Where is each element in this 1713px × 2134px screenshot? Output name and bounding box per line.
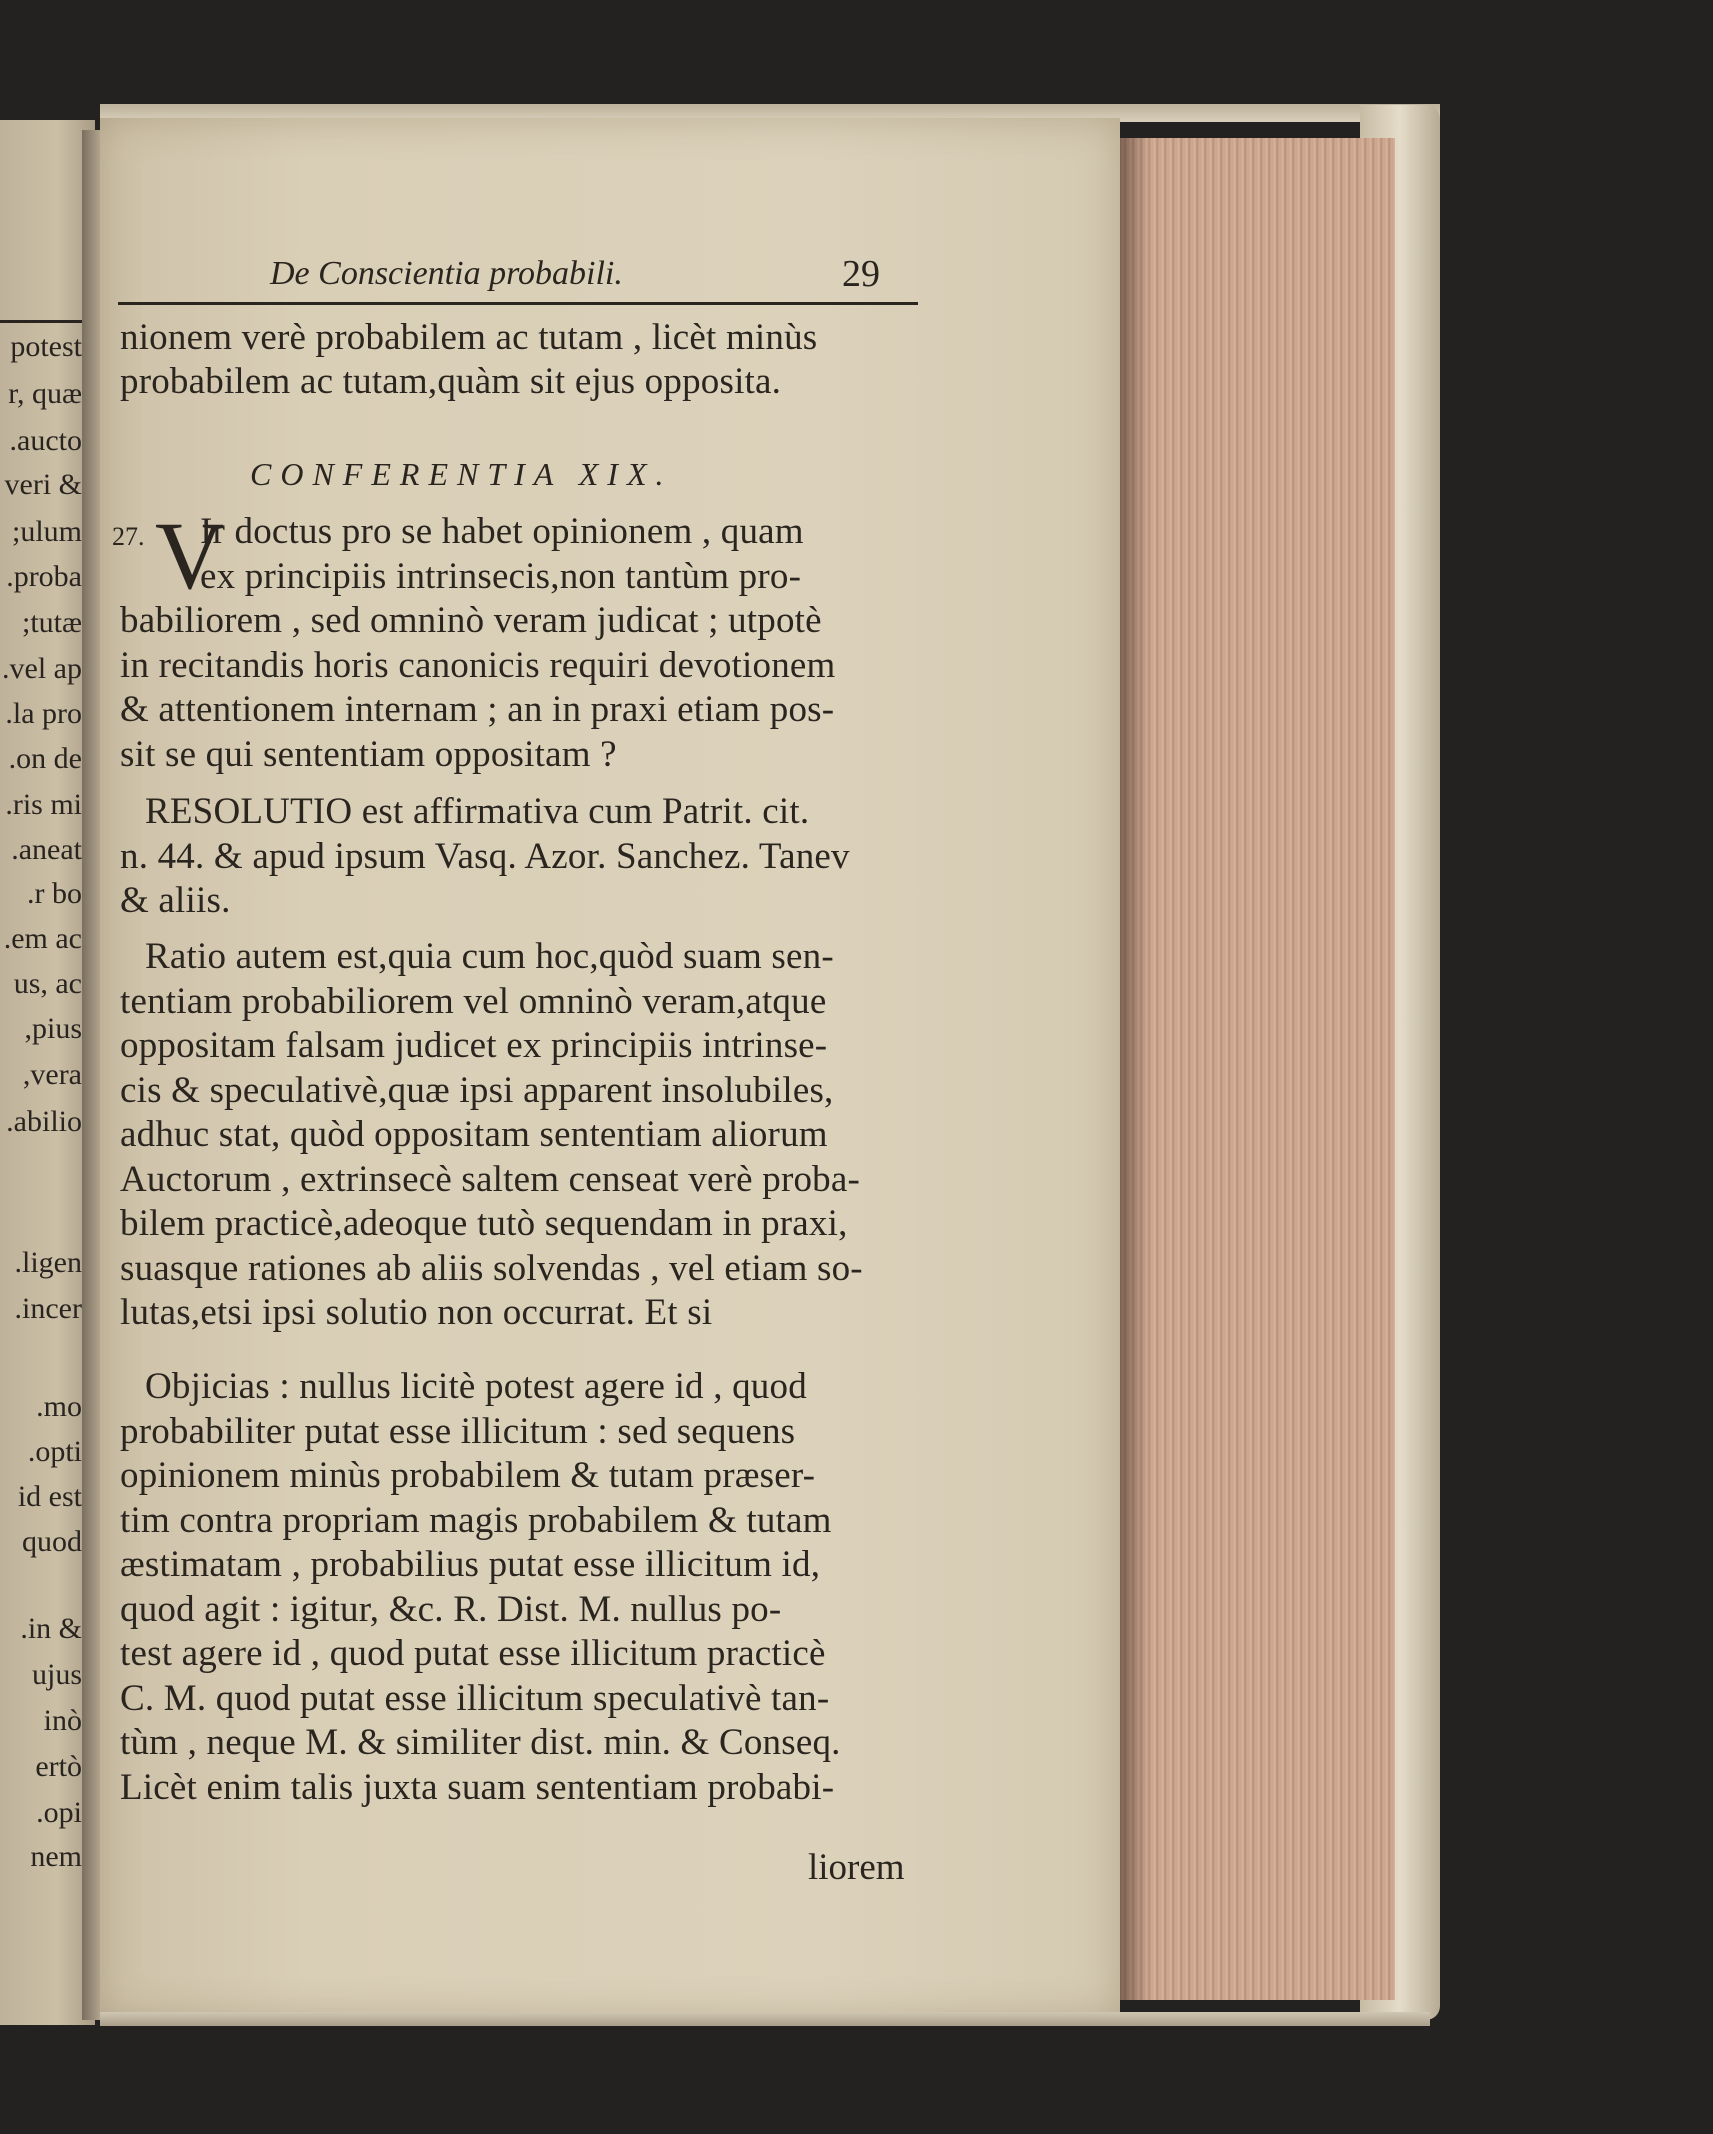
left-page-fragment: ertò <box>35 1750 82 1783</box>
header-rule <box>118 302 918 305</box>
left-page-fragment: tutæ; <box>21 606 82 639</box>
left-page-fragment: proba. <box>6 560 82 593</box>
left-page-fragment: ligen. <box>14 1246 82 1279</box>
ratio-line: adhuc stat, quòd oppositam sententiam aliorum <box>120 1114 828 1155</box>
ratio-line: tentiam probabiliorem vel omninò veram,atque <box>120 980 827 1022</box>
question-line: ex principiis intrinsecis,non tantùm pro- <box>200 555 802 597</box>
left-page-fragment: ujus <box>31 1658 82 1691</box>
left-page-fragment: abilio. <box>6 1105 82 1138</box>
page-number: 29 <box>842 253 880 295</box>
left-page-fragment: on de. <box>8 742 82 775</box>
fore-edge-shadow <box>1120 138 1150 2000</box>
left-page-fragment: potest <box>10 330 82 363</box>
paragraph-number: 27. <box>112 522 145 551</box>
objection-line: tùm , neque M. & similiter dist. min. & Conseq. <box>120 1722 841 1763</box>
resolution-line: n. 44. & apud ipsum Vasq. Azor. Sanchez. Tanev <box>120 835 850 877</box>
opening-line: probabilem ac tutam,quàm sit ejus opposita. <box>120 361 782 402</box>
left-page-fragment: quod <box>22 1525 82 1558</box>
left-page-fragment: & in. <box>20 1612 82 1645</box>
ratio-line: cis & speculativè,quæ ipsi apparent insolubiles, <box>120 1069 834 1111</box>
objection-line: tim contra propriam magis probabilem & tutam <box>120 1499 832 1541</box>
left-page-fragment: nem <box>30 1840 82 1873</box>
catchword: liorem <box>808 1847 905 1888</box>
left-page-fragment: aucto. <box>9 424 82 457</box>
objection-line: æstimatam , probabilius putat esse illicitum id, <box>120 1544 821 1585</box>
objection-line: quod agit : igitur, &c. R. Dist. M. nullus po- <box>120 1588 782 1630</box>
ratio-line: oppositam falsam judicet ex principiis intrinse- <box>120 1025 828 1066</box>
left-page-fragment: r bo. <box>27 877 82 910</box>
objection-line: probabiliter putat esse illicitum : sed sequens <box>120 1410 796 1452</box>
cover-bottom-edge <box>100 2012 1430 2026</box>
resolution-line: & aliis. <box>120 880 231 921</box>
objection-line: test agere id , quod putat esse illicitum practicè <box>120 1633 826 1674</box>
left-page-fragment: r, quæ <box>8 377 82 410</box>
objection-line: Objicias : nullus licitè potest agere id , quod <box>145 1366 807 1407</box>
question-line: in recitandis horis canonicis requiri devotionem <box>120 644 836 686</box>
left-page-fragment: pius, <box>24 1012 82 1045</box>
question-line: & attentionem internam ; an in praxi etiam pos- <box>120 689 835 730</box>
objection-line: C. M. quod putat esse illicitum speculativè tan- <box>120 1677 830 1719</box>
left-page-fragment: vel ap. <box>2 652 82 685</box>
question-line: sit se qui sententiam oppositam ? <box>120 733 617 775</box>
objection-line: opinionem minùs probabilem & tutam præser- <box>120 1455 816 1496</box>
left-page-fragment: us, ac <box>13 967 82 1000</box>
resolution-line: RESOLUTIO est affirmativa cum Patrit. cit. <box>145 791 810 832</box>
ratio-line: bilem practicè,adeoque tutò sequendam in praxi, <box>120 1203 848 1244</box>
left-page-rule <box>0 320 82 323</box>
left-page-fragment: incer. <box>14 1292 82 1325</box>
left-page-fragment: em ac. <box>3 922 82 955</box>
objection-line: Licèt enim talis juxta suam sententiam probabi- <box>120 1766 835 1808</box>
left-page-fragment: inò <box>43 1704 82 1737</box>
section-heading: CONFERENTIA XIX. <box>250 456 673 492</box>
opening-line: nionem verè probabilem ac tutam , licèt minùs <box>120 317 818 358</box>
ratio-line: suasque rationes ab aliis solvendas , vel etiam so- <box>120 1247 863 1289</box>
ratio-line: lutas,etsi ipsi solutio non occurrat. Et si <box>120 1292 713 1333</box>
left-page-fragment: & veri <box>4 468 82 501</box>
drop-cap: V <box>155 502 225 609</box>
left-page-fragment: la pro. <box>5 697 82 730</box>
left-page-fragment: ris mi. <box>5 788 82 821</box>
page-fore-edges <box>1120 138 1395 2000</box>
left-page-fragment: opti. <box>27 1435 82 1468</box>
left-page-fragment: aneat. <box>11 833 82 866</box>
left-page-fragment: ulum; <box>11 515 82 548</box>
question-line: babiliorem , sed omninò veram judicat ; utpotè <box>120 600 822 641</box>
ratio-line: Ratio autem est,quia cum hoc,quòd suam sen- <box>145 936 834 977</box>
left-page-fragment: vera, <box>22 1058 82 1091</box>
left-page-fragment: mo. <box>36 1390 82 1423</box>
ratio-line: Auctorum , extrinsecè saltem censeat verè proba- <box>120 1158 861 1200</box>
running-title: De Conscientia probabili. <box>270 255 623 292</box>
left-page-fragment: id est <box>17 1480 82 1513</box>
left-page-fragment: opi. <box>36 1796 82 1829</box>
question-line: Ir doctus pro se habet opinionem , quam <box>200 511 804 552</box>
